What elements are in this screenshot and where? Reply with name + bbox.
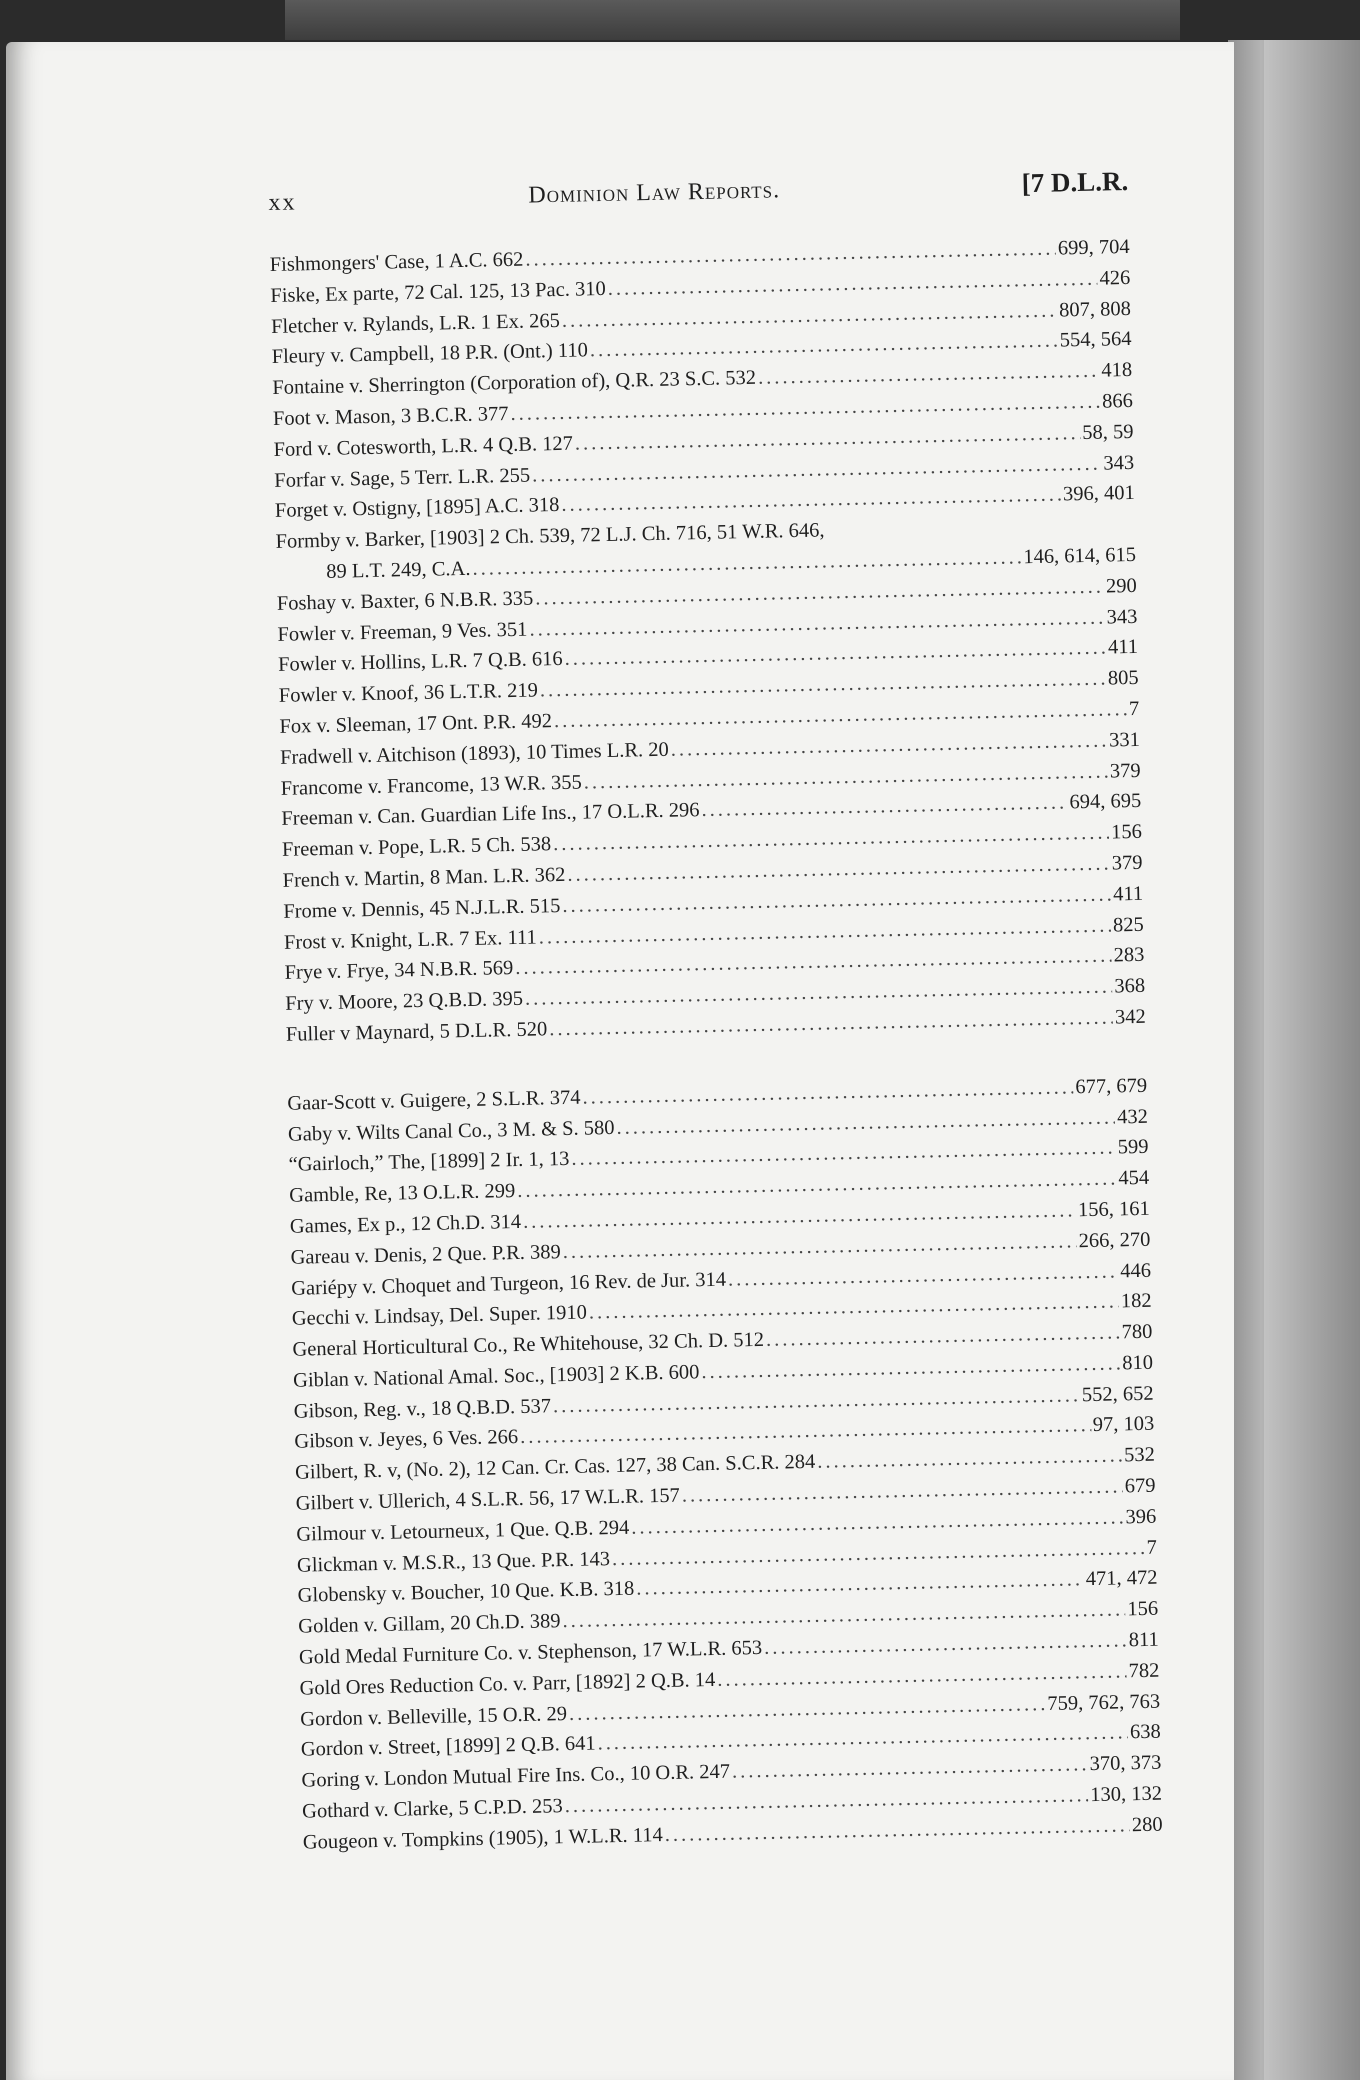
case-citation: Glickman v. M.S.R., 13 Que. P.R. 143 — [296, 1547, 611, 1577]
case-citation: Fletcher v. Rylands, L.R. 1 Ex. 265 — [270, 309, 561, 338]
page-reference: 679 — [1124, 1474, 1156, 1498]
page-reference: 432 — [1116, 1105, 1149, 1128]
case-citation: Gordon v. Street, [1899] 2 Q.B. 641 — [300, 1732, 596, 1762]
case-citation: Foshay v. Baxter, 6 N.B.R. 335 — [276, 587, 534, 615]
page-reference: 146, 614, 615 — [1023, 543, 1137, 569]
case-citation: Gibson v. Jeyes, 6 Ves. 266 — [294, 1426, 519, 1454]
page-folio: xx — [268, 189, 297, 216]
page-content — [268, 162, 1163, 1858]
page-reference: 810 — [1121, 1351, 1154, 1375]
case-citation: French v. Martin, 8 Man. L.R. 362 — [282, 863, 566, 892]
page-reference: 418 — [1101, 359, 1133, 382]
page-reference: 280 — [1131, 1813, 1163, 1837]
case-citation: Frost v. Knight, L.R. 7 Ex. 111 — [283, 926, 537, 954]
case-citation: Freeman v. Pope, L.R. 5 Ch. 538 — [281, 833, 552, 861]
page-reference: 156 — [1110, 820, 1143, 844]
page-reference: 599 — [1117, 1136, 1149, 1159]
page-reference: 396 — [1125, 1505, 1157, 1529]
page-reference: 807, 808 — [1058, 297, 1132, 322]
case-citation: 89 L.T. 249, C.A. — [325, 557, 471, 583]
page-reference: 780 — [1121, 1320, 1153, 1344]
page-reference: 759, 762, 763 — [1047, 1690, 1161, 1715]
page-reference: 331 — [1108, 728, 1141, 752]
page-reference: 677, 679 — [1075, 1074, 1148, 1099]
page-reference: 446 — [1120, 1259, 1152, 1282]
case-citation: Gougeon v. Tompkins (1905), 1 W.L.R. 114 — [302, 1823, 663, 1854]
page-reference: 866 — [1101, 389, 1134, 413]
page-reference: 58, 59 — [1081, 420, 1134, 444]
table-of-cases-g — [287, 1071, 1163, 1859]
case-citation: Gilbert, R. v, (No. 2), 12 Can. Cr. Cas. 127, 38 Can. S.C.R. 284 — [294, 1451, 816, 1484]
page-reference: 7 — [1146, 1536, 1158, 1559]
case-citation: Fox v. Sleeman, 17 Ont. P.R. 492 — [279, 710, 553, 738]
page-reference: 638 — [1129, 1721, 1161, 1744]
page-reference: 694, 695 — [1069, 790, 1142, 814]
case-citation: Golden v. Gillam, 20 Ch.D. 389 — [298, 1610, 561, 1638]
case-citation: Ford v. Cotesworth, L.R. 4 Q.B. 127 — [273, 432, 574, 461]
page-reference: 471, 472 — [1085, 1567, 1158, 1591]
case-citation: Fiske, Ex parte, 72 Cal. 125, 13 Pac. 310 — [270, 277, 606, 307]
case-citation: Giblan v. National Amal. Soc., [1903] 2 K.B. 600 — [292, 1361, 700, 1392]
case-citation: Games, Ex p., 12 Ch.D. 314 — [289, 1210, 522, 1238]
case-citation: Gibson, Reg. v., 18 Q.B.D. 537 — [293, 1395, 552, 1423]
case-citation: Globensky v. Boucher, 10 Que. K.B. 318 — [297, 1578, 635, 1608]
case-citation: Gothard v. Clarke, 5 C.P.D. 253 — [301, 1795, 563, 1823]
page-reference: 532 — [1123, 1443, 1156, 1467]
case-citation: General Horticultural Co., Re Whitehouse, 32 Ch. D. 512 — [292, 1328, 765, 1361]
page-reference: 156, 161 — [1077, 1197, 1150, 1222]
page-stack-edge — [1228, 40, 1360, 2080]
case-citation: Fowler v. Freeman, 9 Ves. 351 — [277, 618, 528, 646]
case-citation: Goring v. London Mutual Fire Ins. Co., 10 O.R. 247 — [301, 1760, 731, 1792]
running-title: Dominion Law Reports. — [528, 177, 781, 209]
page-reference: 343 — [1106, 605, 1138, 629]
page-reference: 370, 373 — [1089, 1751, 1162, 1776]
page-reference: 290 — [1105, 574, 1137, 598]
page-reference: 368 — [1114, 974, 1146, 998]
page-reference: 396, 401 — [1062, 482, 1135, 506]
case-citation: Gordon v. Belleville, 15 O.R. 29 — [300, 1702, 568, 1731]
case-citation: Fowler v. Hollins, L.R. 7 Q.B. 616 — [277, 648, 563, 677]
case-citation: Foot v. Mason, 3 B.C.R. 377 — [272, 403, 509, 430]
page-reference: 156 — [1127, 1597, 1159, 1621]
page-reference: 411 — [1112, 882, 1144, 906]
table-of-cases-f — [269, 232, 1146, 1051]
case-citation: Fowler v. Knoof, 36 L.T.R. 219 — [278, 679, 539, 708]
page-reference: 130, 132 — [1090, 1782, 1163, 1807]
page-reference: 379 — [1111, 851, 1143, 875]
page-reference: 379 — [1109, 759, 1141, 783]
case-citation: Forfar v. Sage, 5 Terr. L.R. 255 — [274, 464, 531, 492]
case-citation: Fry v. Moore, 23 Q.B.D. 395 — [285, 987, 524, 1015]
page-reference: 552, 652 — [1081, 1382, 1154, 1406]
case-citation: Gaar-Scott v. Guigere, 2 S.L.R. 374 — [287, 1086, 581, 1115]
case-citation: Gold Ores Reduction Co. v. Parr, [1892] 2 Q.B. 14 — [299, 1668, 716, 1700]
page-reference: 97, 103 — [1092, 1413, 1155, 1437]
case-citation: Gariépy v. Choquet and Turgeon, 16 Rev. de Jur. 314 — [290, 1268, 727, 1300]
case-citation: Gareau v. Denis, 2 Que. P.R. 389 — [290, 1240, 562, 1269]
case-citation: Frome v. Dennis, 45 N.J.L.R. 515 — [283, 894, 561, 923]
case-citation: Francome v. Francome, 13 W.R. 355 — [280, 771, 582, 800]
page-reference: 825 — [1112, 913, 1145, 936]
case-citation: Gilmour v. Letourneux, 1 Que. Q.B. 294 — [296, 1516, 630, 1546]
page-reference: 411 — [1107, 636, 1139, 659]
case-citation: Fuller v Maynard, 5 D.L.R. 520 — [285, 1018, 548, 1046]
case-citation: Forget v. Ostigny, [1895] A.C. 318 — [274, 494, 560, 523]
page-reference: 182 — [1120, 1290, 1152, 1313]
case-citation: Gilbert v. Ullerich, 4 S.L.R. 56, 17 W.L.R. 157 — [295, 1484, 681, 1515]
case-citation: Fleury v. Campbell, 18 P.R. (Ont.) 110 — [271, 339, 589, 369]
case-citation: Fontaine v. Sherrington (Corporation of), Q.R. 23 S.C. 532 — [272, 367, 757, 400]
page-reference: 342 — [1114, 1005, 1146, 1029]
case-citation: Gold Medal Furniture Co. v. Stephenson, 17 W.L.R. 653 — [298, 1637, 763, 1669]
page-reference: 454 — [1118, 1166, 1150, 1190]
case-citation: “Gairloch,” The, [1899] 2 Ir. 1, 13 — [288, 1148, 570, 1177]
case-citation: Formby v. Barker, [1903] 2 Ch. 539, 72 L.J. Ch. 716, 51 W.R. 646, — [275, 519, 825, 554]
volume-label: [7 D.L.R. — [1021, 165, 1129, 199]
case-citation: Gecchi v. Lindsay, Del. Super. 1910 — [291, 1301, 588, 1331]
page-reference: 283 — [1113, 944, 1145, 967]
case-citation: Gaby v. Wilts Canal Co., 3 M. & S. 580 — [287, 1116, 615, 1146]
case-citation: Frye v. Frye, 34 N.B.R. 569 — [284, 957, 514, 985]
page-reference: 7 — [1128, 697, 1140, 721]
page-reference: 782 — [1128, 1659, 1160, 1683]
case-citation: Freeman v. Can. Guardian Life Ins., 17 O.L.R. 296 — [281, 799, 700, 831]
case-citation: Fishmongers' Case, 1 A.C. 662 — [269, 248, 524, 276]
page-reference: 811 — [1128, 1628, 1159, 1652]
page-reference: 266, 270 — [1078, 1228, 1151, 1252]
page-reference: 699, 704 — [1057, 235, 1130, 260]
page-reference: 343 — [1103, 451, 1135, 475]
case-citation: Fradwell v. Aitchison (1893), 10 Times L.R. 20 — [279, 738, 669, 769]
page-reference: 554, 564 — [1059, 328, 1132, 352]
page-reference: 805 — [1107, 667, 1139, 690]
page-reference: 426 — [1099, 266, 1131, 290]
case-citation: Gamble, Re, 13 O.L.R. 299 — [289, 1180, 516, 1207]
book-top-edge — [285, 0, 1180, 40]
